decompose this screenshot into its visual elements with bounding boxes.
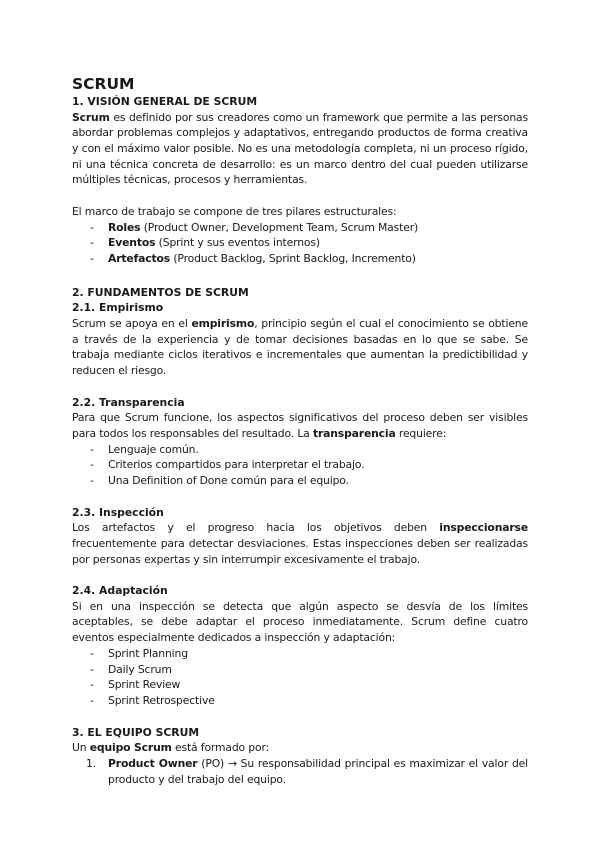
section-3-heading: 3. EL EQUIPO SCRUM [72, 725, 200, 739]
paragraph-text: frecuentemente para detectar desviaciones. Estas inspecciones deben ser realizadas por personas expertas y sin interrumpir excesivamente el trabajo. [72, 536, 528, 566]
transparencia-term: transparencia [312, 426, 396, 440]
section-1-paragraph-1-text: es definido por sus creadores como un framework que permite a las personas abordar problemas complejos y adaptativos, entregando productos de forma creativa y con el máximo valor posible. No es una metodología completa, ni un proceso rígido, ni una técnica concreta de desarrollo: es un marco dentro del cual pueden utilizarse múltiples técnicas, procesos y herramientas. [72, 110, 528, 187]
paragraph-text: , principio según el cual el conocimiento se obtiene a través de la experiencia y de tomar decisiones basadas en lo que se sabe. Se trabaja mediante ciclos iterativos e incrementales que aumentan la predictibilidad y reducen el riesgo. [72, 316, 528, 377]
list-item-text: Daily Scrum [108, 662, 172, 676]
dash-bullet: - [90, 220, 94, 234]
empirismo-term: empirismo [191, 316, 255, 330]
list-item-text: Criterios compartidos para interpretar el trabajo. [108, 458, 365, 472]
pillar-name: Roles [108, 220, 141, 234]
document-title: SCRUM [72, 75, 135, 93]
subsection-2-4-heading: 2.4. Adaptación [72, 584, 168, 598]
dash-bullet: - [90, 252, 94, 266]
list-item [72, 693, 528, 709]
subsection-2-1-heading: 2.1. Empirismo [72, 301, 164, 315]
pillar-name: Artefactos [108, 252, 171, 266]
paragraph-text: Un [72, 741, 90, 755]
list-item [72, 220, 528, 236]
paragraph-text: Para que Scrum funcione, los aspectos significativos del proceso deben ser visibles para todos los responsables del resultado. La [72, 411, 528, 440]
equipo-scrum-term: equipo Scrum [89, 741, 172, 755]
dash-bullet: - [90, 473, 94, 487]
list-item [72, 251, 528, 267]
dash-bullet: - [90, 646, 94, 660]
pillar-detail: (Sprint y sus eventos internos) [155, 236, 320, 250]
subsection-2-2-paragraph [72, 410, 528, 441]
dash-bullet: - [90, 662, 94, 676]
paragraph-text: Los artefactos y el progreso hacia los objetivos deben [72, 521, 440, 535]
document-content [72, 74, 528, 787]
pillars-list [72, 220, 528, 267]
paragraph-text: está formado por: [171, 741, 270, 755]
dash-bullet: - [90, 236, 94, 250]
pillar-detail: (Product Owner, Development Team, Scrum Master) [140, 220, 419, 234]
list-item [72, 457, 528, 473]
list-item-text: Sprint Retrospective [108, 693, 215, 707]
section-1-paragraph-2: El marco de trabajo se compone de tres pilares estructurales: [72, 205, 397, 219]
dash-bullet: - [90, 458, 94, 472]
scrum-team-roles-list [72, 756, 528, 787]
paragraph-text: requiere: [395, 426, 447, 440]
dash-bullet: - [90, 678, 94, 692]
list-number: 1. [86, 756, 97, 770]
subsection-2-3-paragraph [72, 520, 528, 567]
dash-bullet: - [90, 693, 94, 707]
list-item [72, 756, 528, 787]
subsection-2-3-heading: 2.3. Inspección [72, 505, 164, 519]
list-item [72, 646, 528, 662]
subsection-2-1-paragraph [72, 316, 528, 379]
role-name: Product Owner [108, 756, 198, 770]
pillar-detail: (Product Backlog, Sprint Backlog, Incremento) [170, 252, 416, 266]
scrum-term: Scrum [72, 110, 110, 124]
section-1-paragraph-1 [72, 110, 528, 189]
paragraph-text: Scrum se apoya en el [72, 316, 192, 330]
subsection-2-4-paragraph: Si en una inspección se detecta que algún aspecto se desvía de los límites aceptables, se debe adaptar el proceso inmediatamente. Scrum define cuatro eventos especialmente dedicados a inspección y adaptación: [72, 599, 528, 645]
pillar-name: Eventos [108, 236, 156, 250]
list-item-text: Una Definition of Done común para el equipo. [108, 473, 349, 487]
list-item-text: Sprint Planning [108, 646, 188, 660]
inspeccionarse-term: inspeccionarse [439, 521, 528, 535]
list-item [72, 662, 528, 678]
transparency-requirements-list [72, 442, 528, 489]
section-2-heading: 2. FUNDAMENTOS DE SCRUM [72, 285, 249, 299]
section-1-heading: 1. VISIÓN GENERAL DE SCRUM [72, 95, 258, 108]
subsection-2-2-heading: 2.2. Transparencia [72, 395, 185, 409]
list-item [72, 442, 528, 458]
scrum-events-list [72, 646, 528, 709]
list-item [72, 677, 528, 693]
list-item-text: Sprint Review [108, 678, 181, 692]
role-description: (PO) → Su responsabilidad principal es maximizar el valor del producto y del trabajo del equipo. [108, 756, 528, 786]
section-3-paragraph [72, 740, 528, 756]
list-item [72, 473, 528, 489]
list-item [72, 235, 528, 251]
list-item-text: Lenguaje común. [108, 442, 199, 456]
dash-bullet: - [90, 442, 94, 456]
